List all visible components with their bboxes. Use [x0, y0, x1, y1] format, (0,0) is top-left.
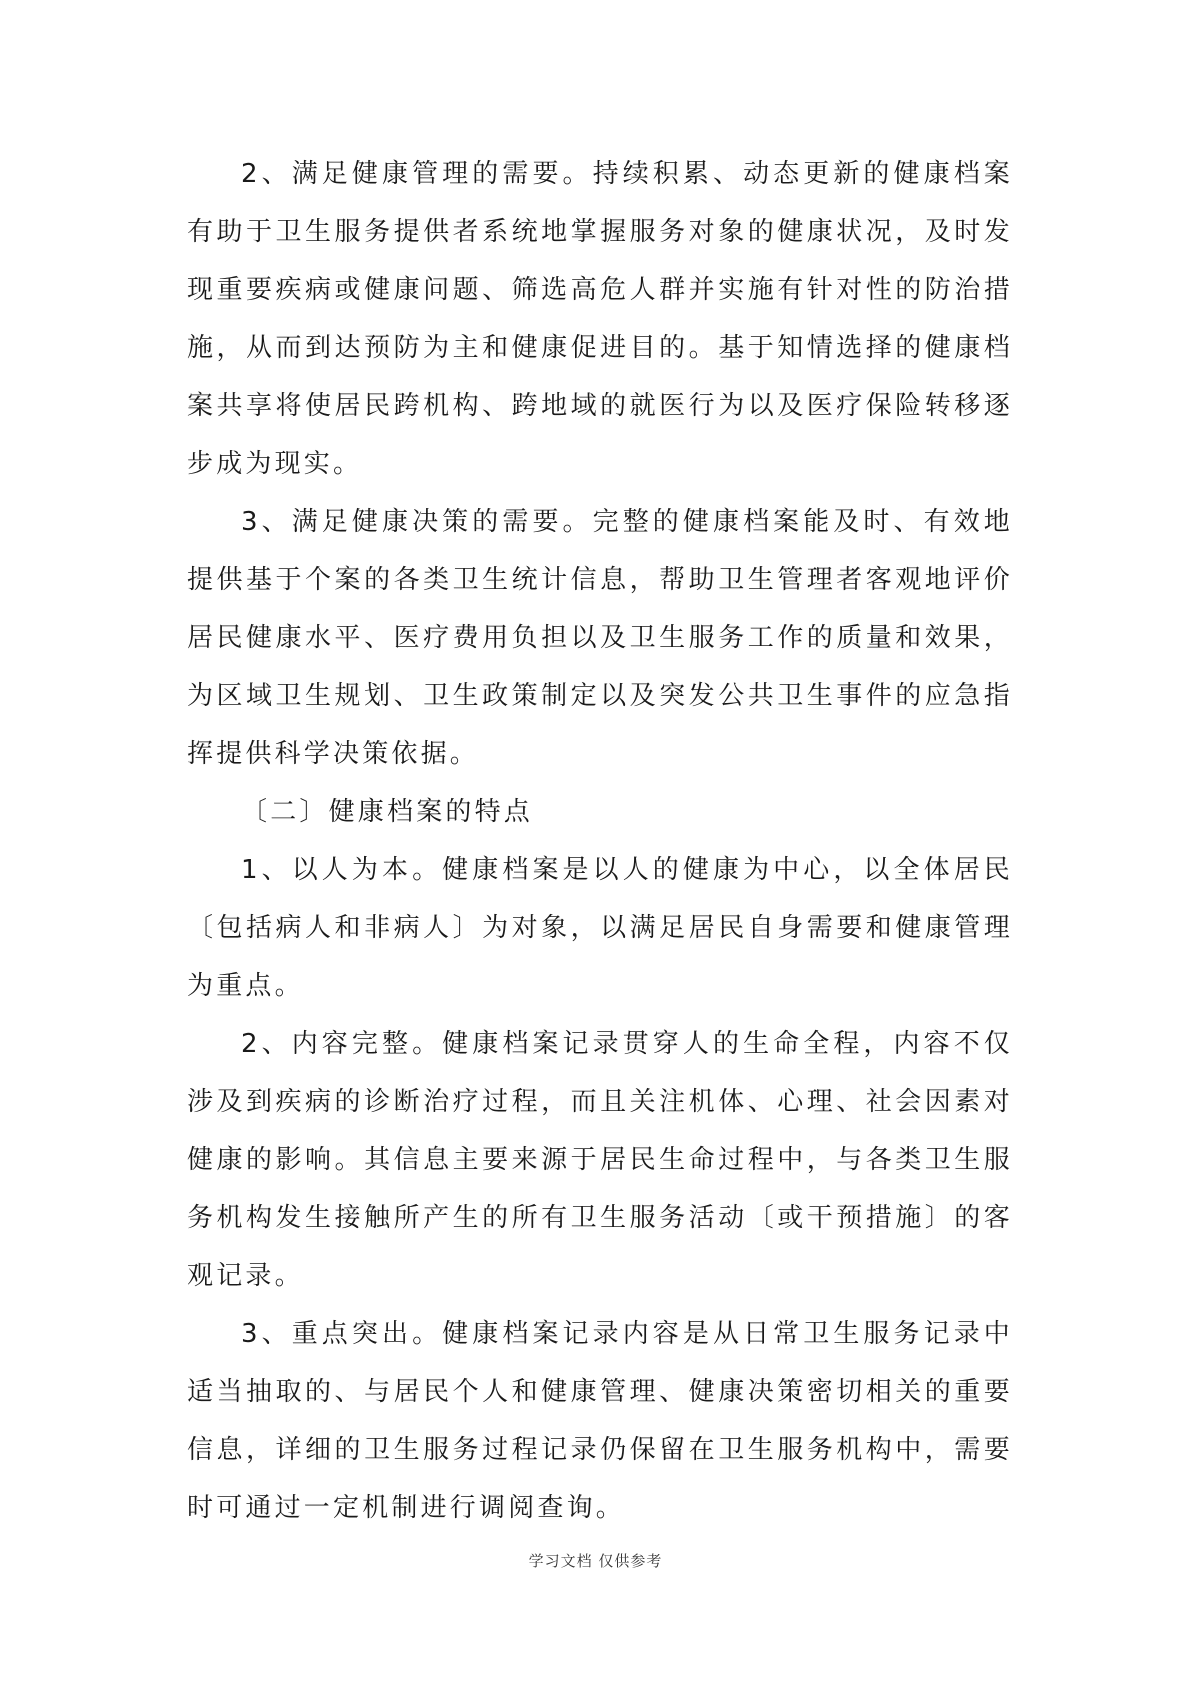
document-body [187, 145, 1013, 1537]
paragraph-health-management-need: 2、满足健康管理的需要。持续积累、动态更新的健康档案有助于卫生服务提供者系统地掌握服务对象的健康状况，及时发现重要疾病或健康问题、筛选高危人群并实施有针对性的防治措施，从而到达预防为主和健康促进目的。基于知情选择的健康档案共享将使居民跨机构、跨地域的就医行为以及医疗保险转移逐步成为现实。 [187, 159, 1013, 479]
paragraph-complete-content: 2、内容完整。健康档案记录贯穿人的生命全程，内容不仅涉及到疾病的诊断治疗过程，而且关注机体、心理、社会因素对健康的影响。其信息主要来源于居民生命过程中，与各类卫生服务机构发生接触所产生的所有卫生服务活动〔或干预措施〕的客观记录。 [187, 1029, 1013, 1291]
paragraph-key-points: 3、重点突出。健康档案记录内容是从日常卫生服务记录中适当抽取的、与居民个人和健康管理、健康决策密切相关的重要信息，详细的卫生服务过程记录仍保留在卫生服务机构中，需要时可通过一定机制进行调阅查询。 [187, 1319, 1013, 1523]
paragraph-health-decision-need: 3、满足健康决策的需要。完整的健康档案能及时、有效地提供基于个案的各类卫生统计信息，帮助卫生管理者客观地评价居民健康水平、医疗费用负担以及卫生服务工作的质量和效果，为区域卫生规划、卫生政策制定以及突发公共卫生事件的应急指挥提供科学决策依据。 [187, 507, 1013, 769]
section-heading-features: 〔二〕健康档案的特点 [241, 797, 534, 827]
paragraph-people-oriented: 1、以人为本。健康档案是以人的健康为中心，以全体居民〔包括病人和非病人〕为对象，以满足居民自身需要和健康管理为重点。 [187, 855, 1013, 1001]
page-footer: 学习文档 仅供参考 [528, 1552, 663, 1570]
